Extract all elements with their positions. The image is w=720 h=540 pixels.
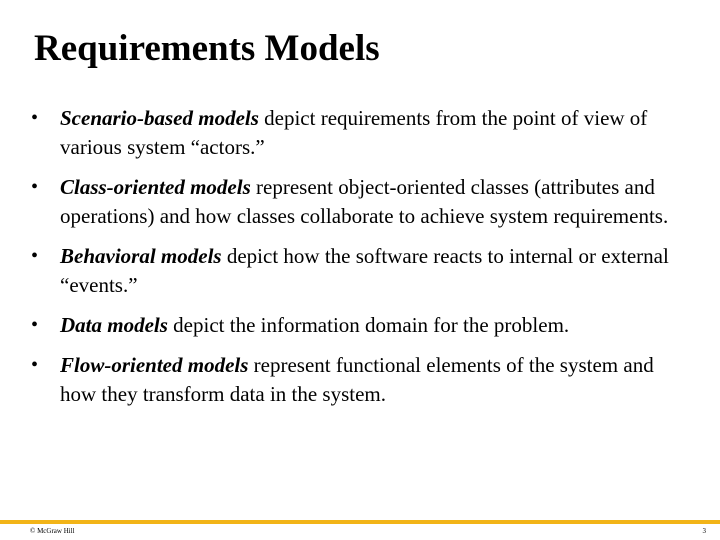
footer-divider xyxy=(0,520,720,524)
bullet-text: represent functional elements of the system and how they transform data in the system. xyxy=(60,353,654,406)
bullet-term: Flow-oriented models xyxy=(60,353,249,377)
bullet-text: represent object-oriented classes (attributes and operations) and how classes collaborate to achieve system requirements. xyxy=(60,175,669,228)
bullet-dot-icon: • xyxy=(31,245,39,267)
bullet-item xyxy=(30,173,670,231)
bullet-item xyxy=(30,351,670,409)
bullet-dot-icon: • xyxy=(31,314,39,336)
bullet-item xyxy=(30,242,670,300)
bullet-text: depict how the software reacts to internal or external “events.” xyxy=(60,244,669,297)
bullet-item xyxy=(30,104,670,162)
slide-title: Requirements Models xyxy=(34,28,380,69)
bullet-text: depict the information domain for the problem. xyxy=(167,313,570,337)
bullet-dot-icon: • xyxy=(31,354,39,376)
bullet-term: Class-oriented models xyxy=(60,175,251,199)
bullet-term: Data models xyxy=(60,313,168,337)
bullet-text: depict requirements from the point of view of various system “actors.” xyxy=(60,106,648,159)
bullet-dot-icon: • xyxy=(31,176,39,198)
bullet-dot-icon: • xyxy=(31,107,39,129)
bullet-term: Scenario-based models xyxy=(60,106,259,130)
bullet-term: Behavioral models xyxy=(60,244,222,268)
bullet-item xyxy=(30,311,670,340)
page-number: 3 xyxy=(702,527,706,535)
footer-copyright: © McGraw Hill xyxy=(30,527,75,535)
bullet-list xyxy=(30,104,670,420)
